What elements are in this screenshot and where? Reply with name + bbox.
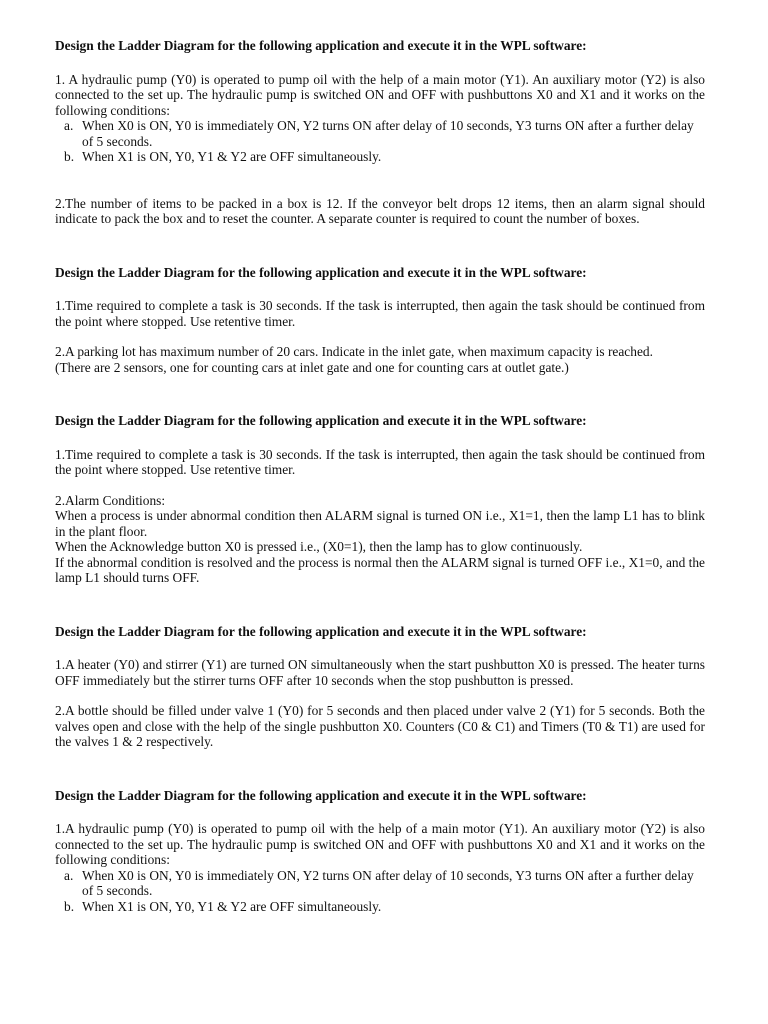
section-1 bbox=[55, 38, 705, 227]
question-2-line: When the Acknowledge button X0 is pressed i.e., (X0=1), then the lamp has to glow continuously. bbox=[55, 539, 583, 554]
question-1-text: 1. A hydraulic pump (Y0) is operated to pump oil with the help of a main motor (Y1). An auxiliary motor (Y2) is also connected to the set up. The hydraulic pump is switched ON and OFF with pushbuttons X0 and X1 and it works on the following conditions: bbox=[55, 71, 705, 118]
condition-item bbox=[55, 118, 705, 149]
section-5 bbox=[55, 788, 705, 915]
condition-item bbox=[55, 899, 705, 915]
question-1-text: 1.Time required to complete a task is 30 seconds. If the task is interrupted, then again the task should be continued from the point where stopped. Use retentive timer. bbox=[55, 298, 705, 329]
section-heading: Design the Ladder Diagram for the following application and execute it in the WPL software: bbox=[55, 264, 587, 280]
section-4 bbox=[55, 624, 705, 750]
section-heading: Design the Ladder Diagram for the following application and execute it in the WPL software: bbox=[55, 413, 587, 428]
condition-marker: a. bbox=[64, 118, 74, 133]
conditions-list bbox=[55, 118, 705, 165]
condition-text: When X1 is ON, Y0, Y1 & Y2 are OFF simultaneously. bbox=[82, 898, 382, 914]
question-1-text: 1.Time required to complete a task is 30 seconds. If the task is interrupted, then again the task should be continued from the point where stopped. Use retentive timer. bbox=[55, 446, 705, 477]
section-heading: Design the Ladder Diagram for the following application and execute it in the WPL software: bbox=[55, 787, 587, 803]
condition-text: When X0 is ON, Y0 is immediately ON, Y2 turns ON after delay of 10 seconds, Y3 turns ON after a further delay of 5 seconds. bbox=[82, 118, 694, 149]
question-2-line: (There are 2 sensors, one for counting cars at inlet gate and one for counting cars at outlet gate.) bbox=[55, 359, 569, 375]
condition-text: When X0 is ON, Y0 is immediately ON, Y2 turns ON after delay of 10 seconds, Y3 turns ON after a further delay of 5 seconds. bbox=[82, 867, 694, 898]
question-2-line: If the abnormal condition is resolved and the process is normal then the ALARM signal is turned OFF i.e., X1=0, and the lamp L1 should turns OFF. bbox=[55, 554, 705, 585]
question-2-text: 2.A bottle should be filled under valve 1 (Y0) for 5 seconds and then placed under valve 2 (Y1) for 5 seconds. Both the valves open and close with the help of the single pushbutton X0. Counters (C0 & C1) and Timers (T0 & T1) are used for the valves 1 & 2 respectively. bbox=[55, 703, 705, 749]
section-heading: Design the Ladder Diagram for the following application and execute it in the WPL software: bbox=[55, 38, 587, 53]
condition-marker: b. bbox=[64, 898, 75, 914]
question-1-text: 1.A heater (Y0) and stirrer (Y1) are turned ON simultaneously when the start pushbutton X0 is pressed. The heater turns OFF immediately but the stirrer turns OFF after 10 seconds when the stop pushbutton is pressed. bbox=[55, 657, 705, 688]
document-page bbox=[55, 38, 705, 914]
question-1-text: 1.A hydraulic pump (Y0) is operated to pump oil with the help of a main motor (Y1). An auxiliary motor (Y2) is also connected to the set up. The hydraulic pump is switched ON and OFF with pushbuttons X0 and X1 and it works on the following conditions: bbox=[55, 821, 705, 867]
section-3 bbox=[55, 413, 705, 586]
question-2-text: 2.The number of items to be packed in a box is 12. If the conveyor belt drops 12 items, then an alarm signal should indicate to pack the box and to reset the counter. A separate counter is required to count the number of boxes. bbox=[55, 195, 705, 226]
condition-text: When X1 is ON, Y0, Y1 & Y2 are OFF simultaneously. bbox=[82, 149, 382, 164]
question-2-line: When a process is under abnormal condition then ALARM signal is turned ON i.e., X1=1, then the lamp L1 has to blink in the plant floor. bbox=[55, 508, 705, 539]
conditions-list bbox=[55, 868, 705, 915]
condition-item bbox=[55, 868, 705, 899]
question-2-title: 2.Alarm Conditions: bbox=[55, 492, 166, 508]
section-2 bbox=[55, 265, 705, 376]
question-2-line: 2.A parking lot has maximum number of 20 cars. Indicate in the inlet gate, when maximum capacity is reached. bbox=[55, 344, 653, 359]
condition-item bbox=[55, 149, 705, 165]
section-heading: Design the Ladder Diagram for the following application and execute it in the WPL software: bbox=[55, 623, 587, 639]
condition-marker: b. bbox=[64, 149, 75, 164]
condition-marker: a. bbox=[64, 867, 74, 883]
